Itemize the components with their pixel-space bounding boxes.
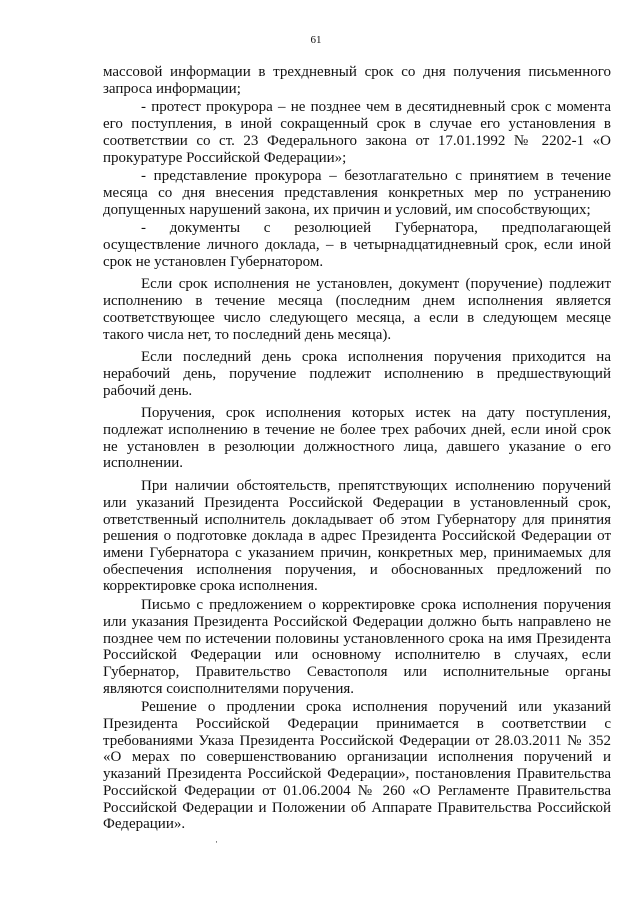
paragraph: - протест прокурора – не позднее чем в десятидневный срок с момента его поступления, в иной сокращенный срок в случае его установления в соответствии со ст. 23 Федерального закона от 17.01.1992 № 2202-1 «О прокуратуре Российской Федерации»; xyxy=(103,99,611,166)
scan-mark: · xyxy=(215,837,218,847)
paragraph: Поручения, срок исполнения которых истек на дату поступления, подлежат исполнению в течение не более трех рабочих дней, если иной срок не установлен в резолюции должностного лица, давшего указание о его исполнении. xyxy=(103,405,611,472)
paragraph: - документы с резолюцией Губернатора, предполагающей осуществление личного доклада, – в четырнадцатидневный срок, если иной срок не установлен Губернатором. xyxy=(103,220,611,270)
paragraph: Решение о продлении срока исполнения поручений или указаний Президента Российской Федерации принимается в соответствии с требованиями Указа Президента Российской Федерации от 28.03.2011 № 352 «О мерах по совершенствованию организации исполнения поручений и указаний Президента Российской Федерации», постановления Правительства Российской Федерации от 01.06.2004 № 260 «О Регламенте Правительства Российской Федерации и Положении об Аппарате Правительства Российской Федерации». xyxy=(103,699,611,833)
page-number: 61 xyxy=(310,34,322,46)
paragraph: - представление прокурора – безотлагательно с принятием в течение месяца со дня внесения представления конкретных мер по устранению допущенных нарушений закона, их причин и условий, им способствующих; xyxy=(103,168,611,218)
paragraph: Если последний день срока исполнения поручения приходится на нерабочий день, поручение подлежит исполнению в предшествующий рабочий день. xyxy=(103,349,611,399)
paragraph: Если срок исполнения не установлен, документ (поручение) подлежит исполнению в течение месяца (последним днем исполнения является соответствующее число следующего месяца, а если в следующем месяце такого числа нет, то последний день месяца). xyxy=(103,276,611,343)
paragraph: При наличии обстоятельств, препятствующих исполнению поручений или указаний Президента Российской Федерации в установленный срок, ответственный исполнитель докладывает об этом Губернатору для принятия решения о подготовке доклада в адрес Президента Российской Федерации от имени Губернатора с указанием причин, конкретных мер, принимаемых для обеспечения исполнения поручения, и обоснованных предложений по корректировке срока исполнения. xyxy=(103,478,611,595)
paragraph: Письмо с предложением о корректировке срока исполнения поручения или указания Президента Российской Федерации должно быть направлено не позднее чем по истечении половины установленного срока на имя Президента Российской Федерации или основному исполнителю в случаях, если Губернатор, Правительство Севастополя или исполнительные органы являются соисполнителями поручения. xyxy=(103,597,611,697)
paragraph: массовой информации в трехдневный срок со дня получения письменного запроса информации; xyxy=(103,64,611,97)
document-body xyxy=(103,64,611,835)
